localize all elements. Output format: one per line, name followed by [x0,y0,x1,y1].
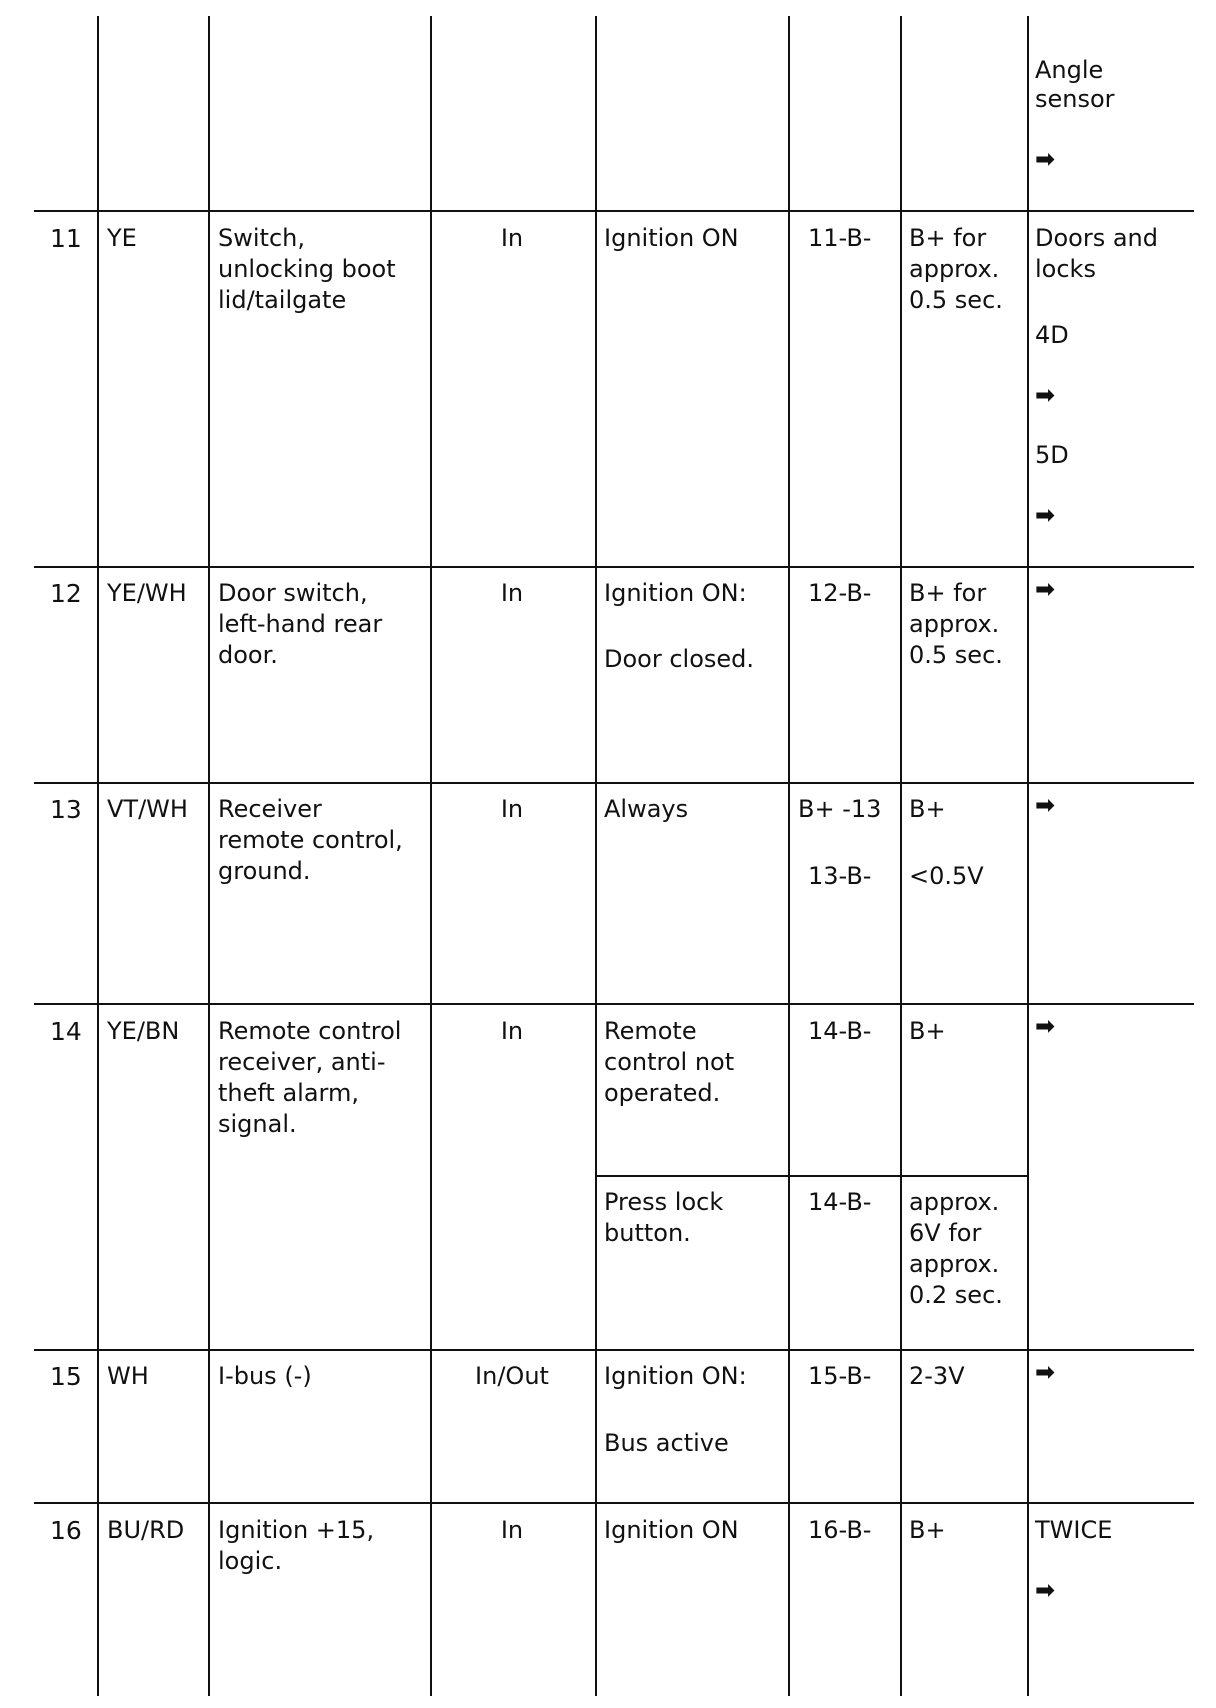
row-divider [34,566,1194,568]
pin-description: Switch, unlocking boot lid/tailgate [218,224,396,314]
note: TWICE [1035,1516,1113,1544]
column-divider [595,16,597,1696]
measure-between: 16-B- [808,1516,872,1544]
row-divider [34,1502,1194,1504]
pin-description: Door switch, left-hand rear door. [218,579,383,669]
pin-description: Ignition +15, logic. [218,1516,375,1575]
nominal-value: B+ for approx. 0.5 sec. [909,579,1003,669]
column-divider [788,16,790,1696]
measure-between: 14-B- [808,1017,872,1045]
pin-number: 15 [50,1362,82,1391]
signal-direction: In [500,795,524,823]
signal-direction: In [500,579,524,607]
measure-between: 12-B- [808,579,872,607]
column-divider [97,16,99,1696]
column-divider [900,16,902,1696]
arrow-icon[interactable]: ➡ [1035,1012,1056,1040]
signal-direction: In [500,224,524,252]
column-divider [208,16,210,1696]
test-condition: Bus active [604,1429,729,1457]
pin-number: 13 [50,795,82,824]
column-divider [430,16,432,1696]
nominal-value: B+ [909,1516,946,1544]
arrow-icon[interactable]: ➡ [1035,1358,1056,1386]
note-variant: 5D [1035,441,1069,469]
pin-number: 14 [50,1017,82,1046]
pin-number: 16 [50,1516,82,1545]
arrow-icon[interactable]: ➡ [1035,145,1056,173]
test-condition: Door closed. [604,645,755,673]
column-divider [1027,16,1029,1696]
wire-color: YE/WH [107,579,187,607]
arrow-icon[interactable]: ➡ [1035,1576,1056,1604]
nominal-value: B+ [909,795,946,823]
row-divider [595,1175,1029,1177]
pin-number: 12 [50,579,82,608]
measure-between: 11-B- [808,224,872,252]
measure-between: 13-B- [808,862,872,890]
note-line: Angle [1035,56,1104,84]
test-condition: Press lock button. [604,1188,724,1247]
arrow-icon[interactable]: ➡ [1035,575,1056,603]
row-divider [34,782,1194,784]
nominal-value: B+ for approx. 0.5 sec. [909,224,1003,314]
arrow-icon[interactable]: ➡ [1035,501,1056,529]
measure-between: B+ -13 [798,795,882,823]
test-condition: Ignition ON [604,224,739,252]
nominal-value: approx. 6V for approx. 0.2 sec. [909,1188,1003,1309]
wire-color: WH [107,1362,149,1390]
test-condition: Remote control not operated. [604,1017,735,1107]
nominal-value: 2-3V [909,1362,965,1390]
row-divider [34,210,1194,212]
pin-description: Remote control receiver, anti- theft alarm, signal. [218,1017,402,1138]
row-divider [34,1003,1194,1005]
wire-color: VT/WH [107,795,188,823]
test-condition: Ignition ON: [604,579,747,607]
test-condition: Ignition ON [604,1516,739,1544]
pin-number: 11 [50,224,82,253]
signal-direction: In [500,1516,524,1544]
wire-color: YE [107,224,137,252]
arrow-icon[interactable]: ➡ [1035,791,1056,819]
wire-color: BU/RD [107,1516,185,1544]
nominal-value: B+ [909,1017,946,1045]
signal-direction: In/Out [475,1362,549,1390]
wire-color: YE/BN [107,1017,180,1045]
row-divider [34,1349,1194,1351]
note: Doors and locks [1035,224,1158,283]
measure-between: 14-B- [808,1188,872,1216]
measure-between: 15-B- [808,1362,872,1390]
note-line: sensor [1035,85,1115,113]
signal-direction: In [500,1017,524,1045]
pin-description: Receiver remote control, ground. [218,795,403,885]
note-variant: 4D [1035,321,1069,349]
arrow-icon[interactable]: ➡ [1035,381,1056,409]
nominal-value: <0.5V [909,862,984,890]
pin-description: I-bus (-) [218,1362,312,1390]
test-condition: Ignition ON: [604,1362,747,1390]
test-condition: Always [604,795,689,823]
